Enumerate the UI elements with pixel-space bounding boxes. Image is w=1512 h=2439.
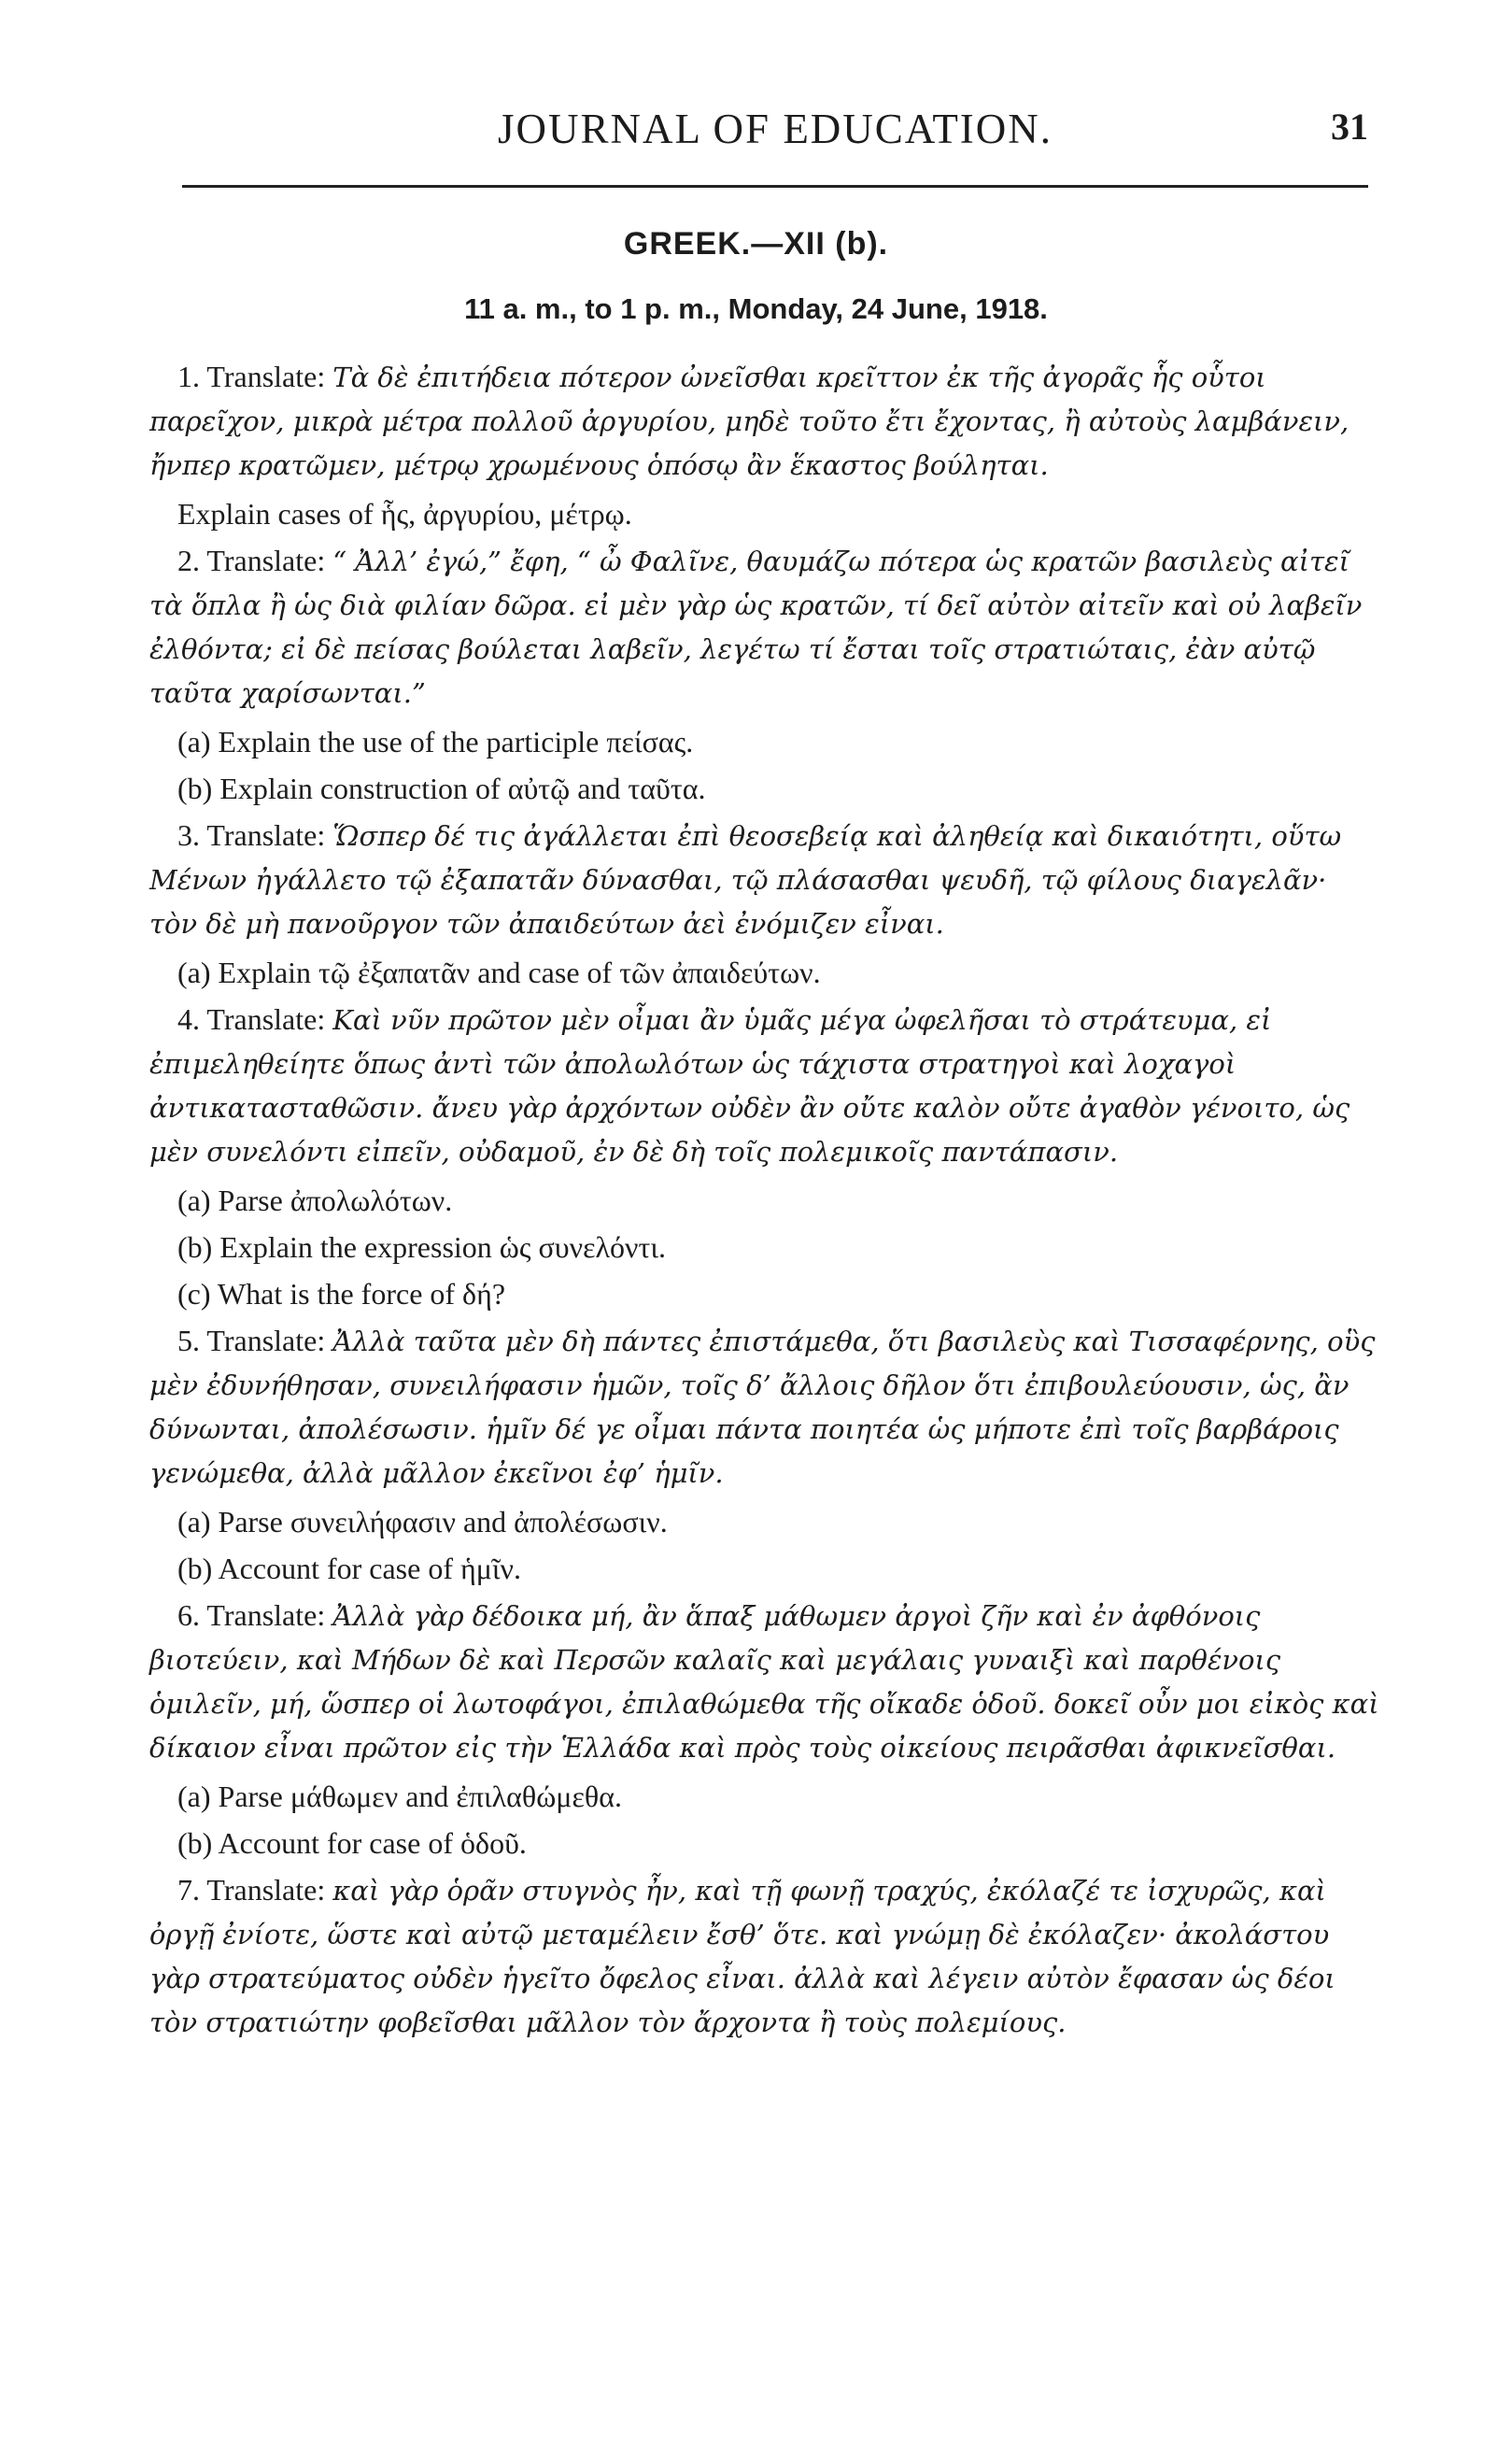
part-label: (b) [177, 772, 213, 805]
part-text: Account for case of ὁδοῦ. [218, 1826, 527, 1860]
question-2-part [149, 767, 1382, 810]
question-5 [149, 1319, 1382, 1495]
part-text: Explain construction of αὐτῷ and ταῦτα. [219, 772, 706, 805]
question-7 [149, 1868, 1382, 2044]
part-text: Parse ἀπολωλότων. [218, 1184, 453, 1217]
question-1-part [149, 492, 1382, 535]
part-text: Explain τῷ ἐξαπατᾶν and case of τῶν ἀπαιδεύτων. [218, 956, 821, 989]
header-rule [182, 185, 1368, 188]
part-label: (a) [177, 1780, 211, 1813]
journal-title: JOURNAL OF EDUCATION. [497, 106, 1053, 152]
question-6-part [149, 1822, 1382, 1865]
question-3-part [149, 951, 1382, 994]
question-lead: 5. Translate: [177, 1324, 326, 1357]
question-lead: 6. Translate: [177, 1598, 326, 1632]
part-label: (a) [177, 956, 211, 989]
question-greek-text: Ἀλλὰ γὰρ δέδοικα μή, ἂν ἅπαξ μάθωμεν ἀργοὶ ζῆν καὶ ἐν ἀφθόνοις βιοτεύειν, καὶ Μήδων δὲ καὶ Περσῶν καλαῖς καὶ μεγάλαις γυναιξὶ καὶ παρθένοις ὁμιλεῖν, μή, ὥσπερ οἱ λωτοφάγοι, ἐπιλαθώμεθα τῆς οἴκαδε ὁδοῦ. δοκεῖ οὖν μοι εἰκὸς καὶ δίκαιον εἶναι πρῶτον εἰς τὴν Ἑλλάδα καὶ πρὸς τοὺς οἰκείους πειρᾶσθαι ἀφικνεῖσθαι. [149, 1600, 1379, 1764]
question-2-part [149, 720, 1382, 763]
question-greek-text: Καὶ νῦν πρῶτον μὲν οἶμαι ἂν ὑμᾶς μέγα ὠφελῆσαι τὸ στράτευμα, εἰ ἐπιμεληθείητε ὅπως ἀντὶ τῶν ἀπολωλότων ὡς τάχιστα στρατηγοὶ καὶ λοχαγοὶ ἀντικατασταθῶσιν. ἄνευ γὰρ ἀρχόντων οὐδὲν ἂν οὔτε καλὸν οὔτε ἀγαθὸν γένοιτο, ὡς μὲν συνελόντι εἰπεῖν, οὐδαμοῦ, ἐν δὲ δὴ τοῖς πολεμικοῖς παντάπασιν. [149, 1004, 1350, 1168]
part-label: (c) [177, 1277, 211, 1311]
question-lead: 7. Translate: [177, 1873, 326, 1907]
question-1 [149, 355, 1382, 487]
question-5-part [149, 1500, 1382, 1543]
part-text: Explain the use of the participle πείσας. [218, 725, 694, 759]
question-4 [149, 998, 1382, 1173]
question-2 [149, 539, 1382, 715]
exam-time: 11 a. m., to 1 p. m., Monday, 24 June, 1918. [464, 292, 1048, 325]
question-lead: 4. Translate: [177, 1002, 326, 1036]
part-label: (b) [177, 1552, 213, 1585]
part-text: What is the force of δή? [217, 1277, 506, 1311]
question-greek-text: Τὰ δὲ ἐπιτήδεια πότερον ὠνεῖσθαι κρεῖττον ἐκ τῆς ἀγορᾶς ἧς οὗτοι παρεῖχον, μικρὰ μέτρα πολλοῦ ἀργυρίου, μηδὲ τοῦτο ἔτι ἔχοντας, ἢ αὐτοὺς λαμβάνειν, ἤνπερ κρατῶμεν, μέτρῳ χρωμένους ὁπόσῳ ἂν ἕκαστος βούληται. [149, 362, 1349, 481]
question-4-part [149, 1226, 1382, 1269]
question-lead: 3. Translate: [177, 818, 326, 852]
exam-title: GREEK.—XII (b). [623, 226, 889, 262]
question-greek-text: Ἀλλὰ ταῦτα μὲν δὴ πάντες ἐπιστάμεθα, ὅτι βασιλεὺς καὶ Τισσαφέρνης, οὓς μὲν ἐδυνήθησαν, συνειλήφασιν ἡμῶν, τοῖς δ’ ἄλλοις δῆλον ὅτι ἐπιβουλεύουσιν, ὡς, ἂν δύνωνται, ἀπολέσωσιν. ἡμῖν δέ γε οἶμαι πάντα ποιητέα ὡς μήποτε ἐπὶ τοῖς βαρβάροις γενώμεθα, ἀλλὰ μᾶλλον ἐκεῖνοι ἐφ’ ἡμῖν. [149, 1326, 1376, 1489]
part-label: (a) [177, 725, 211, 759]
question-6-part [149, 1775, 1382, 1818]
question-3 [149, 814, 1382, 945]
part-label: (a) [177, 1184, 211, 1217]
question-lead: 2. Translate: [177, 544, 326, 577]
part-text: Parse μάθωμεν and ἐπιλαθώμεθα. [218, 1780, 622, 1813]
question-6 [149, 1594, 1382, 1769]
part-label: (a) [177, 1505, 211, 1539]
part-text: Explain the expression ὡς συνελόντι. [219, 1230, 666, 1264]
question-greek-text: Ὥσπερ δέ τις ἀγάλλεται ἐπὶ θεοσεβείᾳ καὶ ἀληθείᾳ καὶ δικαιότητι, οὕτω Μένων ἠγάλλετο τῷ ἐξαπατᾶν δύνασθαι, τῷ πλάσασθαι ψευδῆ, τῷ φίλους διαγελᾶν· τὸν δὲ μὴ πανοῦργον τῶν ἀπαιδεύτων ἀεὶ ἐνόμιζεν εἶναι. [149, 820, 1342, 940]
part-text: Parse συνειλήφασιν and ἀπολέσωσιν. [218, 1505, 668, 1539]
question-lead: 1. Translate: [177, 360, 326, 393]
part-text: Account for case of ἡμῖν. [218, 1552, 521, 1585]
question-greek-text: “ Ἀλλ’ ἐγώ,” ἔφη, “ ὦ Φαλῖνε, θαυμάζω πότερα ὡς κρατῶν βασιλεὺς αἰτεῖ τὰ ὅπλα ἢ ὡς διὰ φιλίαν δῶρα. εἰ μὲν γὰρ ὡς κρατῶν, τί δεῖ αὐτὸν αἰτεῖν καὶ οὐ λαβεῖν ἐλθόντα; εἰ δὲ πείσας βούλεται λαβεῖν, λεγέτω τί ἔσται τοῖς στρατιώταις, ἐὰν αὐτῷ ταῦτα χαρίσωνται.” [149, 546, 1363, 709]
running-head [182, 105, 1368, 161]
page-number: 31 [1331, 106, 1368, 148]
part-label: (b) [177, 1826, 213, 1860]
question-4-part [149, 1179, 1382, 1222]
question-greek-text: καὶ γὰρ ὁρᾶν στυγνὸς ἦν, καὶ τῇ φωνῇ τραχύς, ἐκόλαζέ τε ἰσχυρῶς, καὶ ὀργῇ ἐνίοτε, ὥστε καὶ αὐτῷ μεταμέλειν ἔσθ’ ὅτε. καὶ γνώμῃ δὲ ἐκόλαζεν· ἀκολάστου γὰρ στρατεύματος οὐδὲν ἡγεῖτο ὄφελος εἶναι. ἀλλὰ καὶ λέγειν αὐτὸν ἔφασαν ὡς δέοι τὸν στρατιώτην φοβεῖσθαι μᾶλλον τὸν ἄρχοντα ἢ τοὺς πολεμίους. [149, 1875, 1335, 2038]
question-4-part [149, 1272, 1382, 1315]
question-5-part [149, 1547, 1382, 1590]
question-list [149, 355, 1382, 2049]
part-label: (b) [177, 1230, 213, 1264]
part-text: Explain cases of ἧς, ἀργυρίου, μέτρῳ. [177, 497, 632, 531]
